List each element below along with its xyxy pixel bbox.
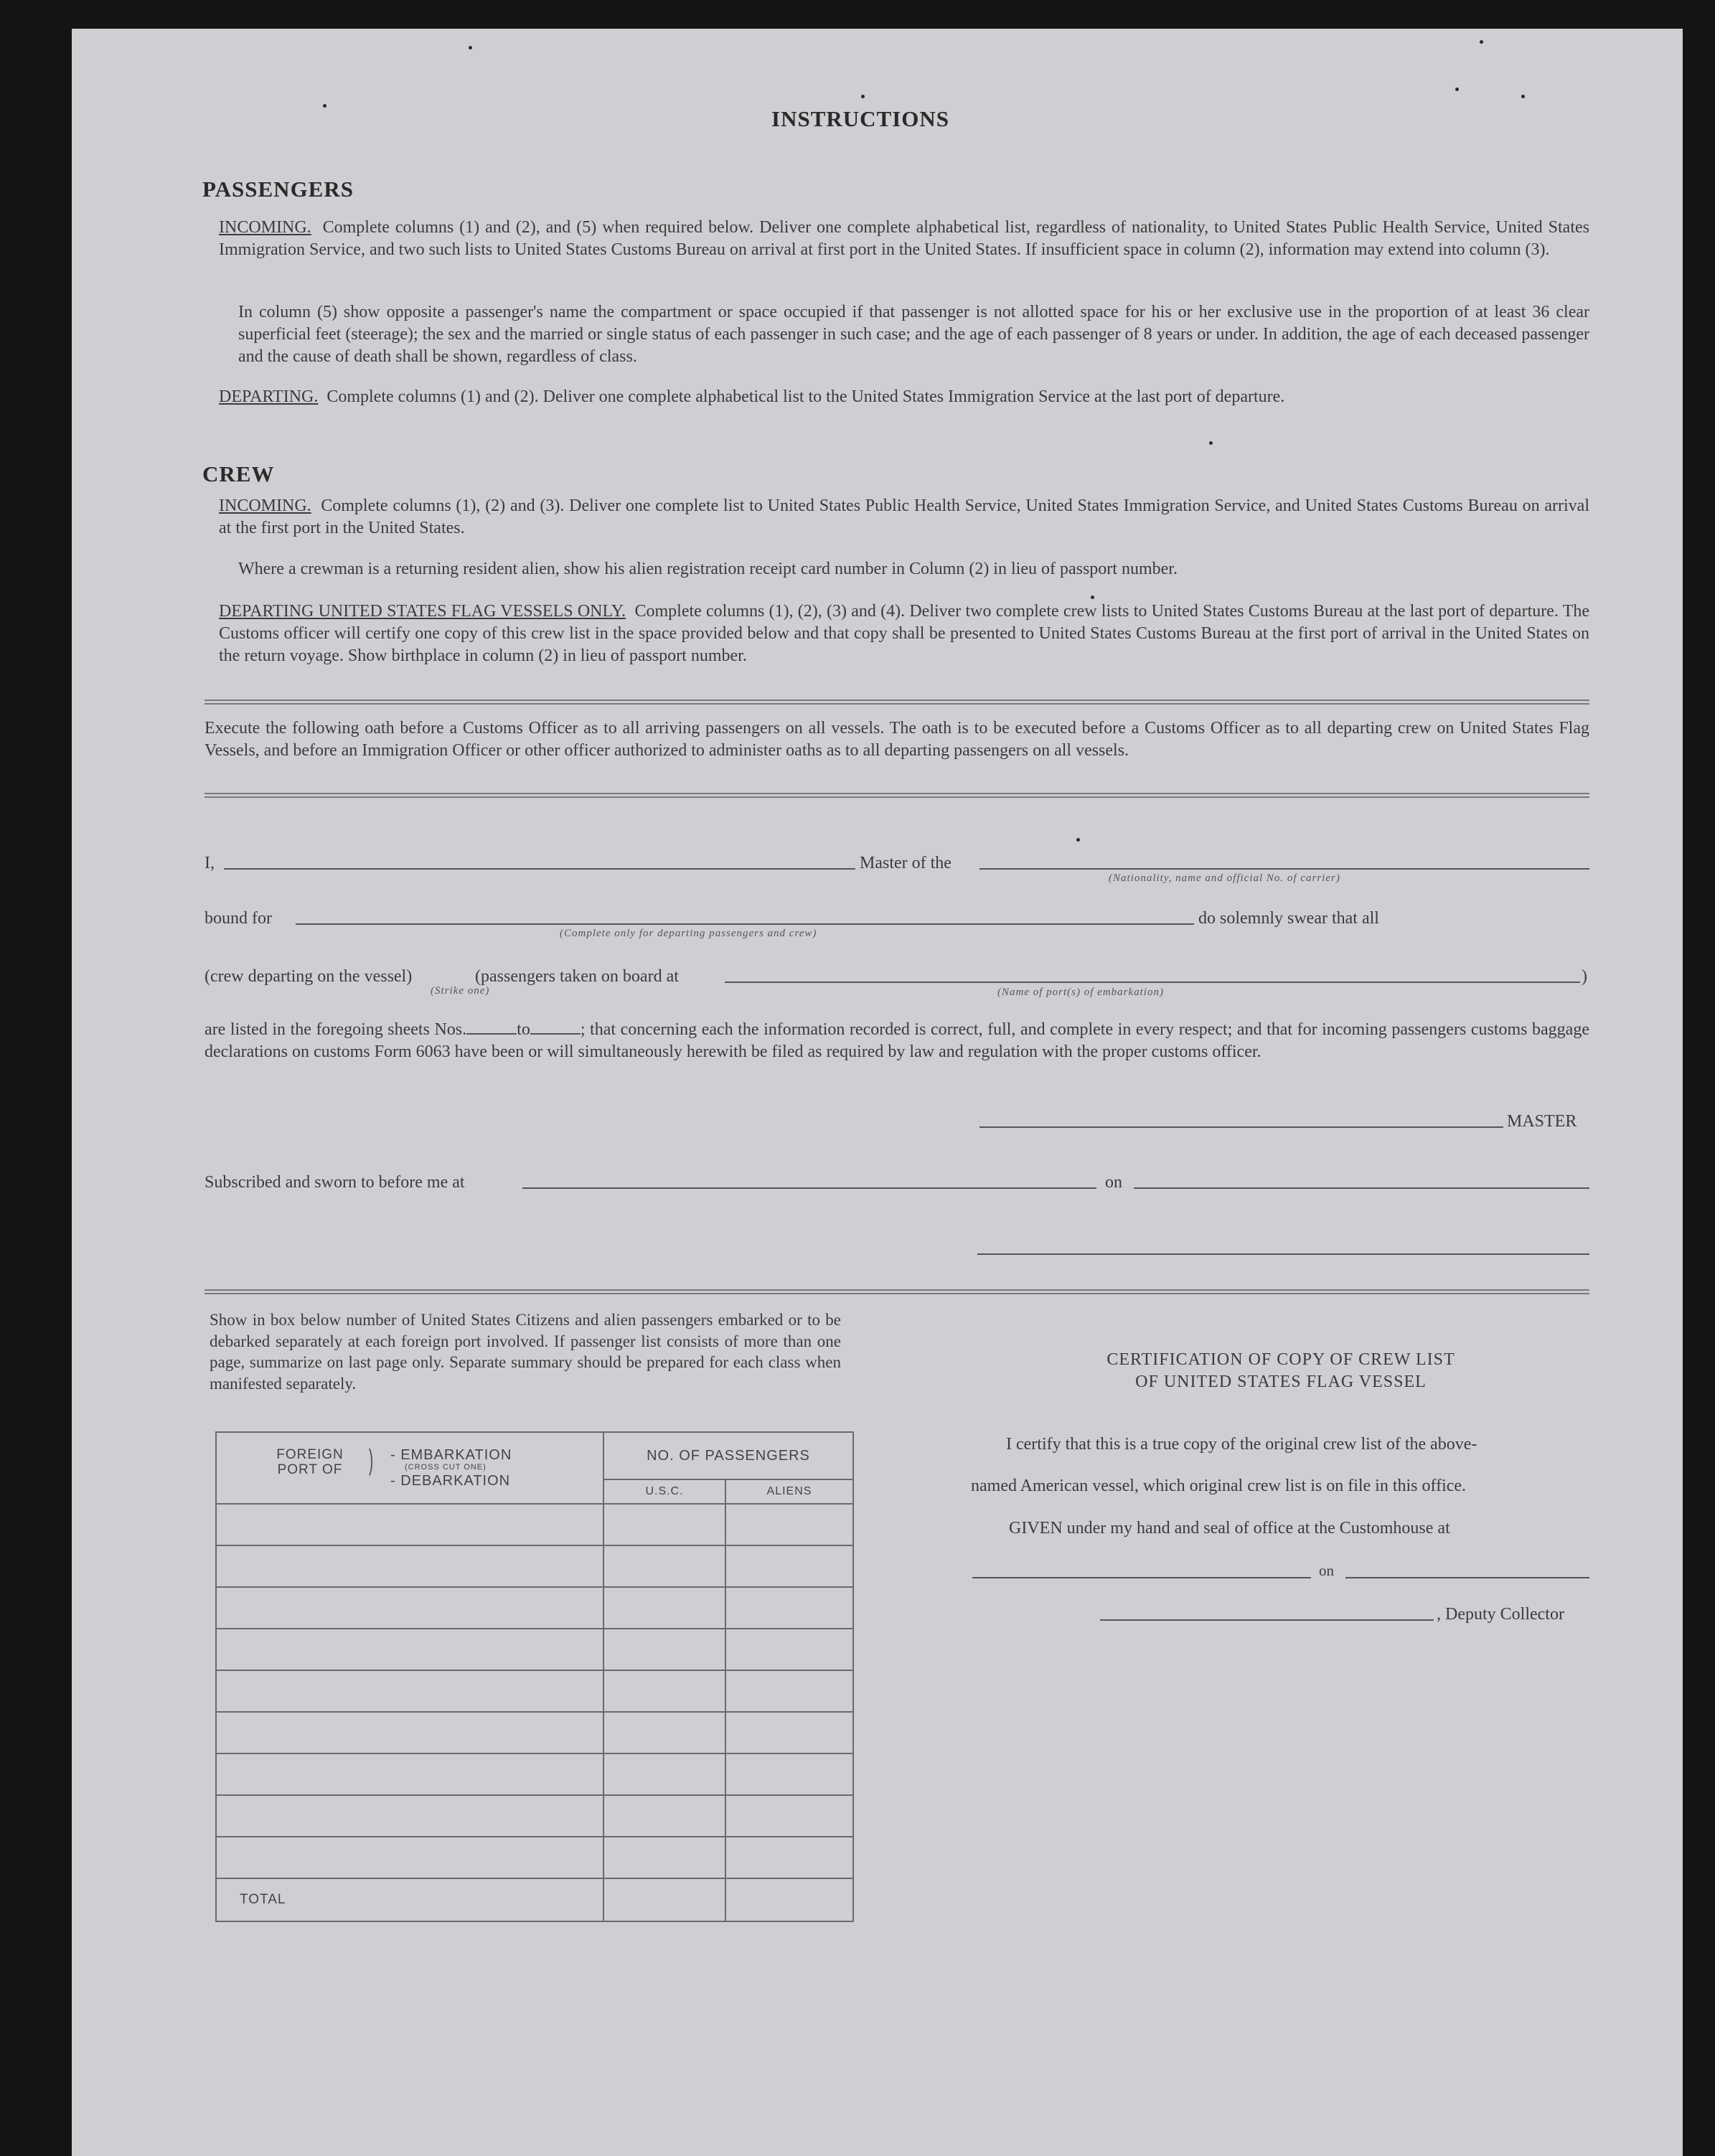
aliens-cell[interactable] — [725, 1545, 853, 1587]
crew-incoming-lead: INCOMING. — [219, 496, 311, 515]
aliens-cell[interactable] — [725, 1629, 853, 1670]
total-row — [216, 1878, 853, 1921]
aliens-label: ALIENS — [766, 1485, 812, 1497]
port-cell[interactable] — [216, 1587, 603, 1629]
subscribed-label: Subscribed and sworn to before me at — [205, 1173, 465, 1192]
certification-title — [972, 1349, 1589, 1393]
port-cell[interactable] — [216, 1795, 603, 1837]
certification-title-line1: CERTIFICATION OF COPY OF CREW LIST — [1106, 1350, 1455, 1369]
document-page — [72, 29, 1683, 2156]
port-cell[interactable] — [216, 1670, 603, 1712]
complete-caption: (Complete only for departing passengers and crew) — [560, 928, 817, 939]
master-of-the-label: Master of the — [860, 854, 952, 872]
aliens-total-cell[interactable] — [725, 1878, 853, 1921]
bottom-divider — [205, 1289, 1589, 1294]
usc-cell[interactable] — [603, 1629, 725, 1670]
no-of-passengers-label: NO. OF PASSENGERS — [647, 1447, 810, 1464]
certification-on-label: on — [1319, 1562, 1334, 1579]
listed-sheets-text-b: ; that concerning each the information recorded is correct, full, and complete in every respect; and that for incoming passengers customs baggage declarations on customs Form 6063 have been or will simultaneously herewith be filed as required by law and regulation with the proper customs officer. — [205, 1020, 1589, 1061]
brace-icon: ) — [369, 1444, 373, 1476]
subscribed-on-label: on — [1105, 1173, 1122, 1192]
scan-speck — [1480, 40, 1483, 44]
port-cell[interactable] — [216, 1629, 603, 1670]
usc-cell[interactable] — [603, 1587, 725, 1629]
carrier-field[interactable] — [979, 868, 1589, 870]
strike-caption: (Strike one) — [431, 985, 490, 997]
master-name-field[interactable] — [224, 868, 855, 870]
bound-for-field[interactable] — [296, 923, 1194, 925]
passengers-departing-text: Complete columns (1) and (2). Deliver one complete alphabetical list to the United States Immigration Service at the last port of departure. — [326, 387, 1285, 406]
nationality-caption: (Nationality, name and official No. of carrier) — [1109, 872, 1340, 884]
crew-resident-paragraph: Where a crewman is a returning resident alien, show his alien registration receipt card number in Column (2) in lieu of passport number. — [238, 560, 1178, 578]
aliens-cell[interactable] — [725, 1712, 853, 1753]
debarkation-option[interactable]: - DEBARKATION — [390, 1473, 511, 1489]
sheet-to-field[interactable] — [530, 1033, 581, 1035]
scan-speck — [1209, 441, 1213, 445]
total-label: TOTAL — [240, 1892, 286, 1907]
no-of-passengers-header — [603, 1432, 853, 1479]
crew-departing-option[interactable]: (crew departing on the vessel) — [205, 967, 413, 986]
oath-i-label: I, — [205, 854, 215, 872]
port-header-cell — [216, 1432, 603, 1504]
usc-cell[interactable] — [603, 1837, 725, 1878]
close-paren: ) — [1582, 967, 1587, 986]
officer-signature-field[interactable] — [977, 1253, 1589, 1255]
subscribed-place-field[interactable] — [522, 1187, 1096, 1189]
scan-speck — [1076, 838, 1080, 842]
usc-cell[interactable] — [603, 1670, 725, 1712]
aliens-cell[interactable] — [725, 1670, 853, 1712]
aliens-cell[interactable] — [725, 1795, 853, 1837]
table-row — [216, 1504, 853, 1545]
passengers-departing-paragraph — [219, 386, 1589, 408]
table-row — [216, 1753, 853, 1795]
cross-cut-caption: (CROSS CUT ONE) — [405, 1463, 487, 1472]
usc-cell[interactable] — [603, 1795, 725, 1837]
crew-departing-text: Complete columns (1), (2), (3) and (4). Deliver two complete crew lists to United States Customs Bureau at the last port of departure. The Customs officer will certify one copy of this crew list in the space provided below and that copy shall be presented to United States Customs Bureau at the first port of arrival in the United States on the return voyage. Show birthplace in column (2) in lieu of passport number. — [219, 602, 1590, 665]
certify-line1: I certify that this is a true copy of the original crew list of the above- — [1006, 1435, 1477, 1454]
usc-cell[interactable] — [603, 1753, 725, 1795]
summary-instructions: Show in box below number of United States Citizens and alien passengers embarked or to be debarked separately at each foreign port involved. If passenger list consists of more than one page, summarize on last page only. Separate summary should be prepared for each class when manifested separately. — [210, 1311, 841, 1393]
foreign-port-label: FOREIGN PORT OF — [276, 1447, 344, 1477]
oath-divider — [205, 793, 1589, 798]
crew-incoming-paragraph — [219, 495, 1589, 540]
crew-departing-paragraph — [219, 601, 1589, 667]
table-row — [216, 1629, 853, 1670]
deputy-signature-field[interactable] — [1100, 1619, 1434, 1621]
crew-departing-lead: DEPARTING UNITED STATES FLAG VESSELS ONLY. — [219, 602, 626, 621]
passengers-departing-lead: DEPARTING. — [219, 387, 319, 406]
sheet-from-field[interactable] — [466, 1033, 517, 1035]
scan-speck — [1521, 95, 1525, 98]
subscribed-date-field[interactable] — [1134, 1187, 1589, 1189]
certify-line2: named American vessel, which original crew list is on file in this office. — [971, 1477, 1467, 1495]
embarkation-port-field[interactable] — [725, 982, 1580, 983]
passengers-incoming-text: Complete columns (1) and (2), and (5) when required below. Deliver one complete alphabetical list, regardless of nationality, to United States Public Health Service, United States Immigration Service, and two such lists to United States Customs Bureau on arrival at first port in the United States. If insufficient space in column (2), information may extend into column (3). — [219, 218, 1589, 259]
listed-to-label: to — [517, 1020, 530, 1039]
customhouse-field[interactable] — [972, 1577, 1311, 1578]
aliens-cell[interactable] — [725, 1504, 853, 1545]
table-row — [216, 1712, 853, 1753]
certification-date-field[interactable] — [1345, 1577, 1589, 1578]
table-row — [216, 1545, 853, 1587]
bound-for-label: bound for — [205, 909, 272, 928]
oath-intro-paragraph: Execute the following oath before a Customs Officer as to all arriving passengers on all vessels. The oath is to be executed before a Customs Officer as to all departing crew on United States Flag Vessels, and before an Immigration Officer or other officer authorized to administer oaths as to all departing passengers on all vessels. — [205, 719, 1589, 760]
scan-speck — [323, 104, 326, 108]
port-caption: (Name of port(s) of embarkation) — [997, 987, 1164, 998]
passenger-summary-table — [215, 1431, 854, 1922]
port-cell[interactable] — [216, 1837, 603, 1878]
deputy-collector-label: , Deputy Collector — [1437, 1605, 1564, 1624]
aliens-cell[interactable] — [725, 1753, 853, 1795]
table-row — [216, 1837, 853, 1878]
usc-label: U.S.C. — [645, 1485, 684, 1497]
table-row — [216, 1795, 853, 1837]
crew-heading: CREW — [202, 461, 275, 486]
listed-sheets-paragraph — [205, 1019, 1589, 1063]
certification-title-line2: OF UNITED STATES FLAG VESSEL — [1135, 1373, 1427, 1391]
page-title: INSTRUCTIONS — [771, 106, 950, 131]
passengers-taken-option[interactable]: (passengers taken on board at — [475, 967, 679, 986]
passengers-incoming-lead: INCOMING. — [219, 218, 311, 237]
scan-speck — [861, 95, 865, 98]
total-label-cell — [216, 1878, 603, 1921]
scan-speck — [1455, 88, 1459, 91]
table-row — [216, 1587, 853, 1629]
usc-total-cell[interactable] — [603, 1878, 725, 1921]
port-cell[interactable] — [216, 1504, 603, 1545]
passengers-heading: PASSENGERS — [202, 176, 354, 202]
usc-header — [603, 1479, 725, 1504]
table-row — [216, 1670, 853, 1712]
given-line: GIVEN under my hand and seal of office at the Customhouse at — [1009, 1519, 1450, 1538]
passengers-column5-paragraph: In column (5) show opposite a passenger's name the compartment or space occupied if that passenger is not allotted space for his or her exclusive use in the proportion of at least 36 clear superficial feet (steerage); the sex and the married or single status of each passenger in such case; and the age of each passenger of 8 years or under. In addition, the age of each deceased passenger and the cause of death shall be shown, regardless of class. — [238, 303, 1589, 366]
master-label: MASTER — [1507, 1112, 1577, 1131]
swear-label: do solemnly swear that all — [1198, 909, 1379, 928]
listed-sheets-text-a: are listed in the foregoing sheets Nos. — [205, 1020, 467, 1039]
master-signature-field[interactable] — [979, 1126, 1503, 1128]
passengers-incoming-paragraph — [219, 217, 1589, 261]
aliens-cell[interactable] — [725, 1837, 853, 1878]
section-divider — [205, 700, 1589, 705]
port-cell[interactable] — [216, 1712, 603, 1753]
embarkation-option[interactable]: - EMBARKATION — [390, 1447, 512, 1463]
crew-incoming-text: Complete columns (1), (2) and (3). Deliver one complete list to United States Public Health Service, United States Immigration Service, and United States Customs Bureau on arrival at the first port in the United States. — [219, 496, 1590, 537]
scan-speck — [1091, 596, 1094, 599]
scan-speck — [469, 46, 472, 50]
aliens-header — [725, 1479, 853, 1504]
port-cell[interactable] — [216, 1753, 603, 1795]
aliens-cell[interactable] — [725, 1587, 853, 1629]
usc-cell[interactable] — [603, 1545, 725, 1587]
port-cell[interactable] — [216, 1545, 603, 1587]
usc-cell[interactable] — [603, 1712, 725, 1753]
usc-cell[interactable] — [603, 1504, 725, 1545]
